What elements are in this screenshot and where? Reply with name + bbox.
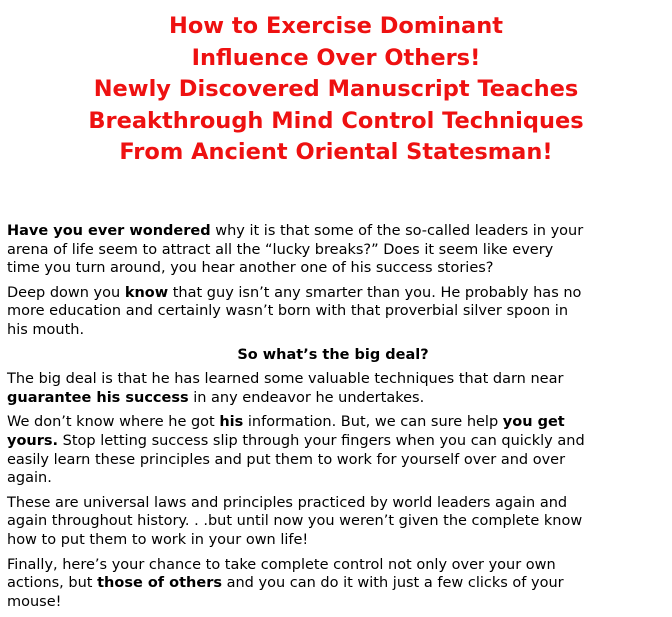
text-run: actions, but (7, 575, 98, 592)
bold-phrase: guarantee his success (7, 389, 189, 406)
bold-phrase: know (124, 284, 169, 301)
text-run: information. But, we can sure help (243, 414, 503, 431)
text-run: that guy isn’t any smarter than you. He probably has no (168, 284, 582, 301)
paragraph-finally (7, 556, 669, 612)
headline-line-3: Newly Discovered Manuscript Teaches (93, 76, 579, 102)
bold-phrase: Have you ever wondered (7, 223, 211, 239)
bold-phrase: yours. (7, 432, 59, 449)
paragraph-information (7, 413, 669, 487)
text-run: Deep down you (7, 284, 125, 301)
text-run: why it is that some of the so-called leaders in your (210, 223, 584, 239)
text-run: in any endeavor he undertakes. (188, 389, 425, 406)
text-line: These are universal laws and principles practiced by world leaders again and (7, 494, 568, 511)
paragraph-big-deal (7, 370, 669, 407)
text-line: more education and certainly wasn’t born with that proverbial silver spoon in (7, 303, 569, 320)
headline-line-4: Breakthrough Mind Control Techniques (88, 107, 584, 134)
bold-phrase: you get (502, 414, 565, 431)
paragraph-deep-down (7, 284, 669, 340)
text-line: his mouth. (7, 321, 85, 338)
bold-phrase: his (219, 414, 244, 431)
text-line (7, 413, 669, 432)
headline-line-2: Influence Over Others! (191, 44, 481, 71)
paragraph-lucky-breaks (7, 222, 669, 278)
headline-line-5: From Ancient Oriental Statesman! (119, 139, 553, 165)
text-line: arena of life seem to attract all the “lucky breaks?” Does it seem like every (7, 241, 554, 258)
text-line (7, 284, 669, 303)
text-line (7, 432, 669, 451)
text-run: and you can do it with just a few clicks of your (222, 575, 564, 592)
text-line: again. (7, 470, 52, 487)
text-line: Finally, here’s your chance to take complete control not only over your own (7, 556, 556, 573)
paragraph-universal-laws (7, 494, 669, 550)
text-line: time you turn around, you hear another one of his success stories? (7, 260, 494, 277)
bold-phrase: those of others (97, 575, 222, 592)
text-line (7, 222, 669, 241)
text-line: The big deal is that he has learned some valuable techniques that darn near (7, 371, 564, 388)
text-line: how to put them to work in your own life! (7, 531, 309, 548)
headline-line-1: How to Exercise Dominant (169, 13, 503, 39)
text-line (7, 574, 669, 593)
body-copy (7, 222, 669, 617)
text-run: Stop letting success slip through your fingers when you can quickly and (58, 432, 585, 449)
text-line: easily learn these principles and put them to work for yourself over and over (7, 451, 566, 468)
text-run: We don’t know where he got (7, 414, 220, 431)
text-line: mouse! (7, 593, 62, 610)
text-line: again throughout history. . .but until now you weren’t given the complete know (7, 513, 583, 530)
headline (0, 11, 672, 169)
text-line (7, 389, 669, 408)
subheading: So what’s the big deal? (237, 346, 429, 363)
